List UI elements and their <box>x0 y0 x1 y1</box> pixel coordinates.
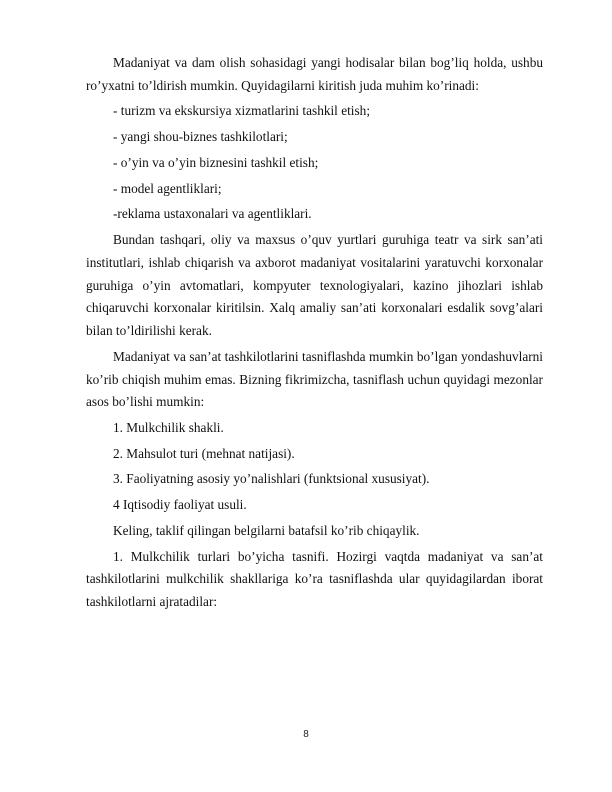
list-item-gaming: - o’yin va o’yin biznesini tashkil etish; <box>113 154 319 170</box>
paragraph-detailed-review: Keling, taklif qilingan belgilarni batafsil ko’rib chiqaylik. <box>113 522 420 538</box>
paragraph-additional-groups: Bundan tashqari, oliy va maxsus o’quv yurtlari guruhiga teatr va sirk san’ati institutlari, ishlab chiqarish va axborot madaniyat vositalarini yaratuvchi korxonalar guruhiga o’yin avtomatlari, kompyuter texnologiyalari, kazino jihozlari ishlab chiqaruvchi korxonalar kiritilsin. Xalq amaliy san’ati korxonalari esdalik sovg’alari bilan to’ldirilishi kerak. <box>86 231 543 339</box>
list-item-tourism: - turizm va ekskursiya xizmatlarini tashkil etish; <box>113 103 371 119</box>
paragraph-ownership-classification: 1. Mulkchilik turlari bo’yicha tasnifi. Hozirgi vaqtda madaniyat va san’at tashkilotlarini mulkchilik shakllariga ko’ra tasniflashda ular quyidagilardan iborat tashkilotlarni ajratadilar: <box>86 548 543 610</box>
paragraph-classification-approaches: Madaniyat va san’at tashkilotlarini tasniflashda mumkin bo’lgan yondashuvlarni ko’rib chiqish muhim emas. Bizning fikrimizcha, tasniflash uchun quyidagi mezonlar asos bo’lishi mumkin: <box>86 348 543 410</box>
criterion-economic-method: 4 Iqtisodiy faoliyat usuli. <box>113 497 247 513</box>
page-number: 8 <box>303 729 309 740</box>
paragraph-intro: Madaniyat va dam olish sohasidagi yangi hodisalar bilan bog’liq holda, ushbu ro’yxatni to’ldirish mumkin. Quyidagilarni kiritish juda muhim ko’rinadi: <box>86 55 543 93</box>
criterion-activity-directions: 3. Faoliyatning asosiy yo’nalishlari (funktsional xususiyat). <box>113 471 430 487</box>
document-page <box>86 52 543 617</box>
list-item-model-agencies: - model agentliklari; <box>113 180 222 196</box>
criterion-ownership: 1. Mulkchilik shakli. <box>113 420 224 436</box>
criterion-product-type: 2. Mahsulot turi (mehnat natijasi). <box>113 445 295 461</box>
list-item-advertising: -reklama ustaxonalari va agentliklari. <box>113 206 312 222</box>
list-item-show-business: - yangi shou-biznes tashkilotlari; <box>113 129 288 145</box>
